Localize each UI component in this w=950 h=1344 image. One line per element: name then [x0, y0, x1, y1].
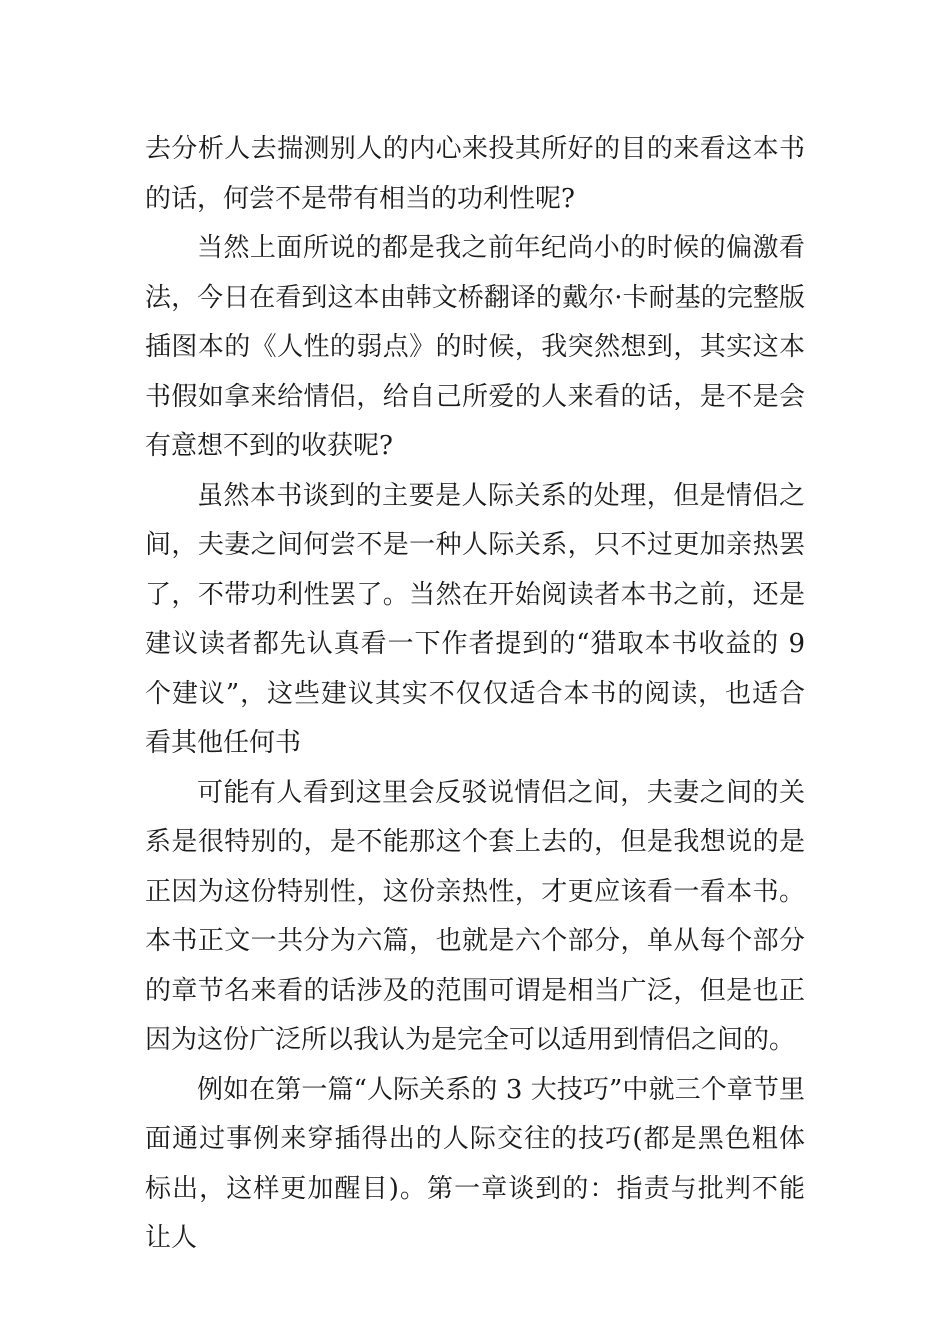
paragraph-3: 虽然本书谈到的主要是人际关系的处理，但是情侣之间，夫妻之间何尝不是一种人际关系，只不过更加亲热罢了，不带功利性罢了。当然在开始阅读者本书之前，还是建议读者都先认真看一下作者提到的“猎取本书收益的 9 个建议”，这些建议其实不仅仅适合本书的阅读，也适合看其他任何书 — [145, 480, 805, 758]
paragraph-4: 可能有人看到这里会反驳说情侣之间，夫妻之间的关系是很特别的，是不能那这个套上去的，但是我想说的是正因为这份特别性，这份亲热性，才更应该看一看本书。本书正文一共分为六篇，也就是六个部分，单从每个部分的章节名来看的话涉及的范围可谓是相当广泛，但是也正因为这份广泛所以我认为是完全可以适用到情侣之间的。 — [145, 777, 805, 1055]
document-body — [145, 125, 805, 1264]
paragraph-2: 当然上面所说的都是我之前年纪尚小的时候的偏激看法，今日在看到这本由韩文桥翻译的戴尔·卡耐基的完整版插图本的《人性的弱点》的时候，我突然想到，其实这本书假如拿来给情侣，给自己所爱的人来看的话，是不是会有意想不到的收获呢? — [145, 233, 805, 461]
paragraph-1: 去分析人去揣测别人的内心来投其所好的目的来看这本书的话，何尝不是带有相当的功利性呢? — [145, 134, 805, 214]
paragraph-5: 例如在第一篇“人际关系的 3 大技巧”中就三个章节里面通过事例来穿插得出的人际交往的技巧(都是黑色粗体标出，这样更加醒目)。第一章谈到的：指责与批判不能让人 — [145, 1074, 805, 1253]
